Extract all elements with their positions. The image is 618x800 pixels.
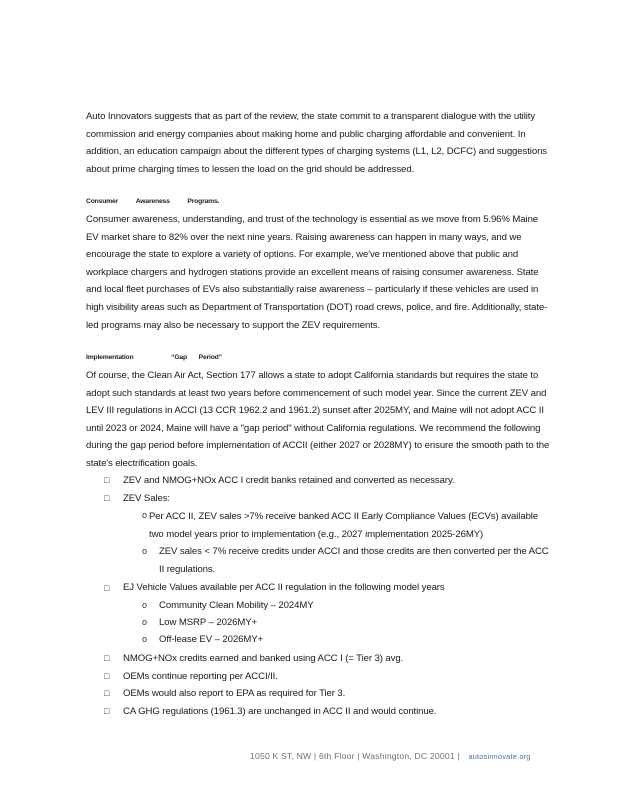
circle-bullet-icon: o: [142, 617, 148, 627]
bullet-item: NMOG+NOx credits earned and banked using ACC I (= Tier 3) avg.: [123, 653, 404, 664]
heading-word: Consumer: [86, 198, 119, 205]
page-footer: [250, 751, 531, 761]
sub-bullet-text: Per ACC II, ZEV sales >7% receive banked ACC II Early Compliance Values (ECVs) available two model years prior to implementation (e.g., 2027 implementation 2025-26MY): [149, 511, 539, 540]
bullet-item: OEMs would also report to EPA as required for Tier 3.: [123, 688, 346, 699]
square-bullet-icon: □: [104, 475, 110, 485]
sub-bullet-item: [149, 508, 554, 543]
bullet-item: ZEV and NMOG+NOx ACC I credit banks retained and converted as necessary.: [123, 475, 455, 486]
sub-bullet-item: Low MSRP – 2026MY+: [159, 617, 258, 628]
consumer-paragraph: Consumer awareness, understanding, and trust of the technology is essential as we move from 5.96% Maine EV market share to 82% over the next nine years. Raising awareness can happen in many ways, and we encourage the state to explore a variety of options. For example, we've mentioned above that public and workplace chargers and hydrogen stations provide an excellent means of raising consumer awareness. State and local fleet purchases of EVs also substantially raise awareness – particularly if these vehicles are used in high visibility areas such as Department of Transportation (DOT) road crews, police, and fire. Additionally, state-led programs may also be necessary to support the ZEV requirements.: [86, 214, 548, 331]
intro-paragraph: Auto Innovators suggests that as part of the review, the state commit to a transparent dialogue with the utility commission and energy companies about making home and public charging affordable and convenient. In addition, an education campaign about the different types of charging systems (L1, L2, DCFC) and suggestions about prime charging times to lessen the load on the grid should be addressed.: [86, 111, 547, 175]
implementation-gap-heading: [86, 354, 222, 361]
circle-bullet-icon: o: [142, 634, 148, 644]
heading-word: Programs.: [187, 198, 220, 205]
square-bullet-icon: □: [104, 583, 110, 593]
footer-website-link[interactable]: autosinnovate.org: [468, 752, 531, 761]
bullet-item: CA GHG regulations (1961.3) are unchanged in ACC II and would continue.: [123, 706, 437, 717]
square-bullet-icon: □: [104, 653, 110, 663]
square-bullet-icon: □: [104, 706, 110, 716]
sub-bullet-item: Community Clean Mobility – 2024MY: [159, 600, 314, 611]
footer-address: 1050 K ST, NW | 6th Floor | Washington, DC 20001 |: [250, 751, 460, 761]
bullet-item: OEMs continue reporting per ACCI/II.: [123, 671, 278, 682]
square-bullet-icon: □: [104, 493, 110, 503]
square-bullet-icon: □: [104, 671, 110, 681]
circle-bullet-icon: o: [142, 546, 148, 556]
heading-word: Implementation: [86, 354, 134, 361]
consumer-awareness-heading: [86, 198, 219, 205]
bullet-item: EJ Vehicle Values available per ACC II regulation in the following model years: [123, 582, 445, 593]
circle-bullet-icon: o: [142, 600, 148, 610]
heading-word: Awareness: [135, 198, 170, 205]
implementation-paragraph: Of course, the Clean Air Act, Section 177 allows a state to adopt California standards but requires the state to adopt such standards at least two years before commencement of such model year. Since the current ZEV and LEV III regulations in ACCI (13 CCR 1962.2 and 1961.2) sunset after 2025MY, and Maine will not adopt ACC II until 2023 or 2024, Maine will have a "gap period" without California regulations. We recommend the following during the gap period before implementation of ACCII (either 2027 or 2028MY) to ensure the smooth path to the state's electrification goals.: [86, 370, 550, 469]
circle-bullet-icon: o: [142, 510, 148, 520]
sub-bullet-item: ZEV sales < 7% receive credits under ACCI and those credits are then converted per the ACC II regulations.: [159, 546, 549, 575]
heading-word: “Gap: [171, 354, 187, 361]
bullet-item: ZEV Sales:: [123, 493, 170, 504]
square-bullet-icon: □: [104, 688, 110, 698]
sub-bullet-item: Off-lease EV – 2026MY+: [159, 634, 264, 645]
heading-word: Period”: [198, 354, 222, 361]
